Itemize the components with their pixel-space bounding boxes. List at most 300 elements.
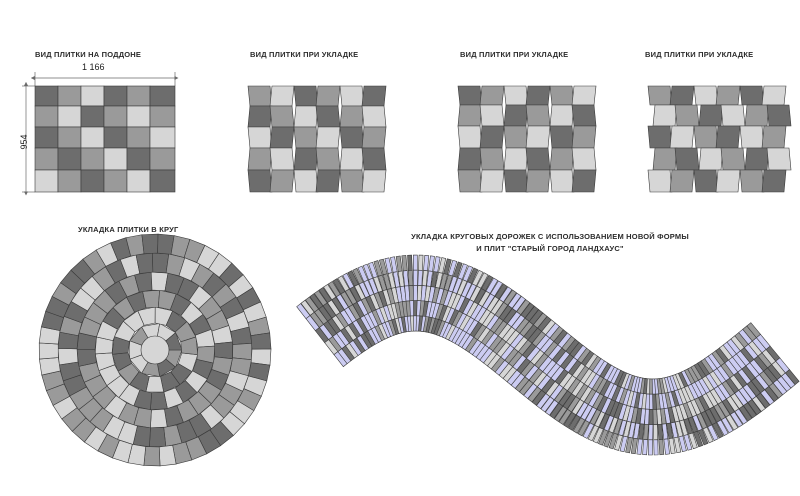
- panel-serpentine-path: [297, 255, 799, 455]
- path-tile: [509, 352, 523, 367]
- path-tile: [609, 417, 618, 433]
- path-tile: [447, 292, 456, 308]
- circle-tile: [84, 375, 107, 397]
- path-tile: [470, 322, 482, 337]
- circle-tile: [112, 440, 132, 463]
- path-tile: [395, 302, 402, 318]
- path-tile: [360, 316, 372, 332]
- path-tile: [484, 351, 497, 366]
- path-tile: [595, 412, 606, 428]
- circle-tile: [142, 234, 158, 254]
- path-tile: [449, 309, 459, 325]
- path-tile: [664, 408, 670, 424]
- path-tile: [585, 354, 598, 369]
- path-tile: [371, 327, 382, 343]
- path-tile: [440, 289, 448, 305]
- circle-tile: [134, 408, 152, 428]
- path-tile: [355, 284, 366, 300]
- path-tile: [470, 286, 481, 302]
- path-tile: [762, 349, 776, 364]
- circle-tile: [118, 403, 139, 425]
- path-tile: [657, 409, 662, 424]
- path-tile: [761, 390, 774, 405]
- path-tile: [383, 290, 392, 306]
- circle-tile: [98, 434, 120, 458]
- caption-pallet-view: ВИД ПЛИТКИ НА ПОДДОНЕ: [35, 50, 142, 59]
- path-tile: [480, 348, 493, 363]
- path-tile: [611, 386, 621, 402]
- path-tile: [657, 378, 663, 394]
- path-tile: [584, 371, 596, 386]
- circle-tile: [191, 264, 214, 288]
- path-tile: [455, 296, 465, 312]
- path-tile: [332, 297, 344, 312]
- path-tile: [746, 363, 760, 378]
- path-tile: [458, 264, 467, 280]
- path-tile: [422, 270, 427, 285]
- circle-tile: [118, 363, 139, 384]
- circle-tile: [190, 314, 212, 335]
- path-tile: [748, 400, 761, 415]
- path-tile: [556, 351, 570, 366]
- path-tile: [350, 287, 361, 303]
- circle-tile: [227, 311, 250, 331]
- path-tile: [421, 316, 427, 332]
- path-tile: [533, 372, 547, 387]
- circle-tile: [207, 310, 229, 331]
- circle-tile: [164, 425, 182, 446]
- path-tile: [608, 384, 619, 400]
- path-tile: [734, 372, 747, 387]
- path-tile: [463, 317, 475, 332]
- circle-tile: [212, 284, 236, 307]
- path-tile: [353, 338, 366, 353]
- circle-tile: [164, 388, 184, 409]
- path-tile: [505, 348, 519, 363]
- path-tile: [459, 298, 470, 314]
- path-tile: [520, 321, 534, 336]
- path-tile: [739, 329, 753, 344]
- path-tile: [581, 351, 594, 366]
- path-tile: [497, 342, 510, 357]
- path-tile: [674, 437, 681, 453]
- panel-laying-view-1: [248, 86, 386, 192]
- path-tile: [574, 345, 587, 360]
- path-tile: [678, 372, 688, 388]
- path-tile: [743, 384, 756, 399]
- path-tile: [390, 257, 397, 273]
- path-tile: [772, 361, 786, 376]
- path-tile: [684, 434, 692, 450]
- path-tile: [568, 360, 581, 375]
- path-tile: [408, 255, 413, 270]
- path-tile: [361, 298, 372, 314]
- path-tile: [680, 420, 688, 436]
- path-tile: [466, 320, 478, 335]
- path-tile: [345, 325, 358, 340]
- path-tile: [769, 383, 783, 398]
- path-tile: [376, 308, 386, 324]
- path-tile: [681, 370, 692, 386]
- path-tile: [444, 291, 453, 307]
- circle-tile: [219, 383, 243, 405]
- path-tile: [396, 256, 402, 272]
- circle-tile: [219, 263, 243, 287]
- path-tile: [341, 328, 354, 343]
- path-tile: [525, 365, 539, 380]
- path-tile: [593, 427, 603, 443]
- path-tile: [463, 266, 473, 282]
- path-tile: [722, 399, 734, 414]
- path-tile: [558, 333, 572, 348]
- path-tile: [714, 404, 726, 420]
- path-tile: [525, 306, 538, 321]
- circle-tile: [52, 283, 76, 306]
- path-tile: [486, 315, 499, 330]
- path-tile: [701, 411, 712, 427]
- path-tile: [626, 437, 633, 453]
- path-tile: [604, 365, 616, 381]
- path-tile: [346, 343, 359, 358]
- path-tile: [631, 407, 638, 423]
- path-tile: [744, 403, 757, 418]
- path-tile: [660, 409, 666, 425]
- path-tile: [413, 255, 417, 270]
- path-tile: [402, 301, 408, 317]
- path-tile: [722, 381, 735, 396]
- circle-tile: [175, 381, 197, 403]
- path-tile: [407, 316, 412, 332]
- path-tile: [356, 318, 368, 333]
- path-tile: [539, 357, 553, 372]
- path-tile: [453, 278, 462, 294]
- path-tile: [478, 309, 490, 324]
- path-tile: [639, 424, 645, 440]
- circle-tile: [112, 353, 131, 372]
- path-tile: [666, 423, 672, 439]
- circle-tile: [53, 396, 77, 419]
- path-tile: [345, 289, 357, 305]
- path-tile: [600, 363, 612, 378]
- circle-tile: [244, 376, 267, 396]
- dimension-width-label: 1 166: [82, 62, 105, 72]
- dimension-height-label: 954: [19, 134, 29, 150]
- path-tile: [747, 381, 760, 396]
- path-tile: [463, 300, 474, 316]
- circle-tile: [238, 389, 262, 411]
- path-tile: [694, 363, 706, 378]
- path-tile: [428, 287, 435, 303]
- path-tile: [487, 354, 500, 369]
- path-tile: [618, 372, 628, 388]
- circle-tile: [134, 390, 152, 410]
- path-tile: [503, 309, 516, 324]
- path-tile: [669, 438, 675, 454]
- path-tile: [536, 335, 550, 350]
- path-tile: [618, 404, 627, 420]
- circle-tile: [72, 418, 96, 442]
- circle-tile: [79, 317, 101, 337]
- path-tile: [432, 303, 440, 319]
- path-tile: [688, 367, 699, 383]
- path-tile: [387, 304, 396, 320]
- path-tile: [643, 439, 648, 454]
- path-tile: [349, 323, 361, 338]
- circle-tile: [243, 302, 266, 323]
- path-tile: [698, 429, 708, 445]
- path-tile: [631, 438, 637, 454]
- path-tile: [717, 420, 728, 436]
- circle-tile: [105, 281, 127, 304]
- path-tile: [615, 387, 625, 403]
- path-tile: [673, 374, 682, 390]
- circle-tile: [128, 444, 146, 465]
- path-tile: [385, 258, 392, 274]
- path-tile: [662, 377, 669, 393]
- circle-tile: [144, 447, 160, 466]
- path-tile: [705, 409, 716, 425]
- circle-tile: [93, 386, 116, 409]
- path-tile: [731, 336, 745, 351]
- path-tile: [659, 378, 665, 394]
- path-tile: [689, 433, 698, 449]
- path-tile: [324, 321, 337, 336]
- path-tile: [588, 425, 599, 441]
- path-tile: [596, 378, 608, 394]
- path-tile: [592, 376, 604, 391]
- path-tile: [703, 427, 713, 443]
- path-tile: [448, 276, 457, 292]
- path-tile: [418, 316, 423, 331]
- path-tile: [306, 316, 319, 331]
- circle-tile: [209, 253, 232, 277]
- path-tile: [487, 297, 499, 312]
- path-tile: [385, 321, 395, 337]
- circle-tile: [212, 357, 233, 375]
- path-tile: [643, 378, 649, 394]
- path-tile: [710, 389, 722, 404]
- circle-tile: [96, 243, 118, 267]
- path-tile: [409, 285, 414, 300]
- path-tile: [399, 302, 406, 318]
- path-tile: [458, 333, 470, 348]
- path-tile: [353, 268, 363, 284]
- path-tile: [695, 398, 706, 414]
- path-tile: [495, 360, 509, 375]
- path-tile: [532, 331, 546, 346]
- path-tile: [472, 270, 483, 286]
- path-tile: [457, 280, 467, 296]
- path-tile: [418, 255, 423, 270]
- path-tile: [655, 379, 660, 394]
- path-tile: [524, 384, 538, 399]
- path-tile: [751, 378, 764, 393]
- path-tile: [364, 313, 375, 329]
- path-tile: [423, 255, 428, 270]
- panel-laying-view-3: [648, 86, 791, 192]
- circle-tile: [142, 323, 160, 337]
- path-tile: [442, 323, 452, 339]
- path-tile: [301, 300, 314, 315]
- circle-tile: [181, 337, 198, 355]
- path-tile: [566, 339, 580, 354]
- path-tile: [683, 403, 692, 419]
- circle-tile: [136, 253, 153, 273]
- circle-tile: [181, 302, 203, 324]
- path-tile: [431, 272, 438, 288]
- circle-tile: [166, 350, 182, 367]
- path-tile: [519, 380, 533, 395]
- path-tile: [755, 375, 769, 390]
- path-tile: [668, 392, 676, 408]
- path-tile: [576, 402, 588, 417]
- path-tile: [315, 309, 328, 324]
- path-tile: [559, 391, 572, 406]
- path-tile: [542, 378, 555, 393]
- path-tile: [736, 351, 750, 366]
- path-tile: [650, 379, 654, 394]
- path-tile: [461, 282, 471, 298]
- path-tile: [428, 318, 436, 334]
- path-tile: [619, 389, 628, 405]
- circle-tile: [117, 422, 137, 445]
- path-tile: [719, 345, 732, 360]
- circle-tile: [112, 337, 129, 355]
- path-tile: [395, 318, 403, 334]
- path-tile: [765, 386, 779, 401]
- path-tile: [370, 294, 380, 310]
- path-tile: [467, 302, 478, 318]
- path-tile: [768, 365, 782, 380]
- path-tile: [708, 425, 719, 441]
- circle-tile: [61, 270, 85, 294]
- circle-tile: [229, 275, 253, 298]
- path-tile: [439, 258, 446, 274]
- path-tile: [507, 312, 520, 327]
- path-tile: [529, 368, 543, 383]
- circle-tile: [166, 333, 182, 350]
- path-tile: [324, 284, 336, 299]
- path-tile: [512, 315, 525, 330]
- circle-tile: [193, 359, 214, 379]
- path-tile: [400, 286, 406, 302]
- path-tile: [766, 346, 780, 361]
- circle-tile: [113, 297, 135, 319]
- path-tile: [403, 271, 408, 287]
- path-tile: [634, 377, 642, 393]
- circle-tile: [71, 259, 95, 283]
- path-tile: [658, 424, 663, 439]
- path-tile: [474, 307, 486, 322]
- path-tile: [693, 431, 702, 447]
- circle-tile: [197, 245, 219, 269]
- circle-tile: [120, 255, 140, 277]
- path-tile: [325, 340, 338, 355]
- path-tile: [349, 340, 362, 355]
- path-tile: [449, 327, 460, 343]
- path-tile: [748, 341, 762, 356]
- path-tile: [562, 336, 576, 351]
- circle-tile: [135, 272, 153, 292]
- path-tile: [699, 378, 711, 394]
- circle-tile: [95, 337, 113, 354]
- path-tile: [675, 421, 683, 437]
- path-tile: [645, 394, 650, 409]
- path-tile: [679, 436, 687, 452]
- path-tile: [391, 287, 398, 303]
- path-tile: [554, 406, 567, 421]
- path-tile: [764, 368, 778, 383]
- path-tile: [684, 418, 693, 434]
- path-tile: [432, 287, 439, 303]
- path-tile: [688, 417, 697, 433]
- path-tile: [374, 261, 383, 277]
- path-tile: [688, 384, 699, 400]
- path-tile: [546, 381, 559, 396]
- path-tile: [706, 391, 718, 407]
- path-tile: [426, 302, 433, 318]
- path-tile: [678, 388, 687, 404]
- path-tile: [297, 304, 310, 319]
- path-tile: [518, 340, 532, 355]
- path-tile: [559, 372, 572, 387]
- path-tile: [310, 294, 323, 309]
- path-tile: [759, 371, 773, 386]
- path-tile: [337, 331, 350, 346]
- circle-tile: [251, 349, 271, 365]
- path-tile: [413, 270, 417, 285]
- circle-tile: [142, 362, 160, 376]
- circle-tile: [58, 349, 78, 365]
- circle-tile: [206, 369, 229, 390]
- circle-tile: [63, 375, 86, 396]
- circle-tile: [230, 358, 251, 376]
- path-tile: [455, 330, 467, 345]
- path-tile: [506, 330, 519, 345]
- path-tile: [572, 363, 585, 378]
- path-tile: [554, 330, 568, 345]
- path-tile: [477, 273, 488, 289]
- caption-path-laying-line1: УКЛАДКА КРУГОВЫХ ДОРОЖЕК С ИСПОЛЬЗОВАНИЕМ НОВОЙ ФОРМЫ: [411, 232, 689, 241]
- path-tile: [379, 259, 387, 275]
- path-tile: [785, 370, 799, 385]
- path-tile: [653, 409, 657, 424]
- circle-tile: [233, 343, 252, 359]
- path-tile: [521, 362, 535, 377]
- path-tile: [659, 439, 664, 454]
- circle-tile: [41, 311, 63, 330]
- path-tile: [491, 357, 505, 372]
- path-tile: [548, 345, 562, 360]
- path-tile: [342, 346, 355, 361]
- path-tile: [361, 333, 373, 348]
- circle-tile: [177, 420, 198, 443]
- path-tile: [421, 286, 426, 301]
- circle-tile: [164, 406, 183, 427]
- path-tile: [305, 297, 318, 312]
- path-tile: [388, 273, 395, 289]
- path-tile: [375, 325, 386, 341]
- circle-tile: [200, 405, 224, 429]
- path-tile: [538, 316, 552, 331]
- circle-tile: [166, 311, 187, 332]
- path-tile: [599, 414, 609, 430]
- circle-tile: [119, 275, 139, 297]
- path-tile: [544, 341, 558, 356]
- circle-tile: [226, 371, 249, 392]
- path-tile: [474, 289, 485, 305]
- path-tile: [493, 339, 506, 354]
